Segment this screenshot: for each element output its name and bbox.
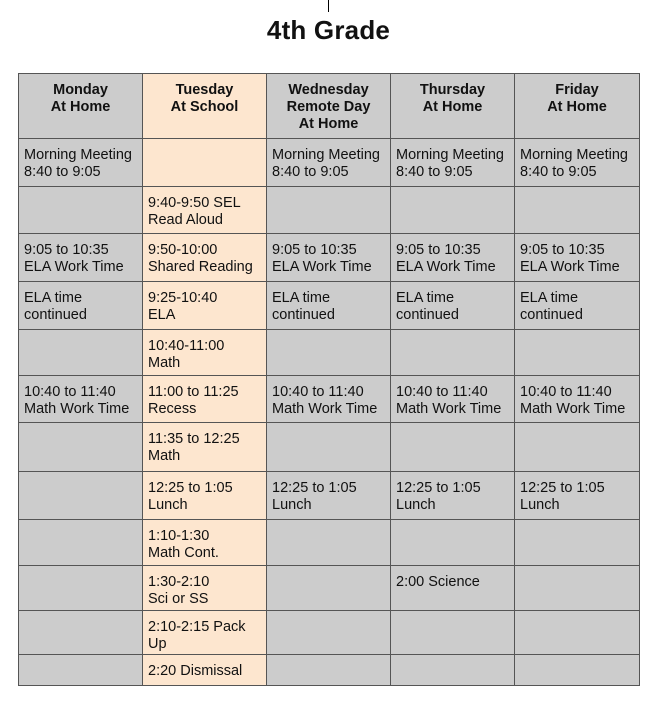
cell-thursday — [391, 139, 515, 187]
table-row — [19, 187, 640, 234]
cell-text: 1:30-2:10 Sci or SS — [148, 574, 210, 607]
cell-friday — [515, 423, 640, 472]
cell-thursday — [391, 655, 515, 686]
header-friday: Friday At Home — [515, 74, 640, 139]
table-row — [19, 282, 640, 330]
header-monday: Monday At Home — [19, 74, 143, 139]
header-wednesday: Wednesday Remote Day At Home — [267, 74, 391, 139]
schedule-table — [18, 73, 640, 686]
cell-text: ELA time continued — [520, 290, 583, 323]
cell-monday — [19, 520, 143, 566]
table-row — [19, 423, 640, 472]
cell-friday — [515, 566, 640, 611]
table-row — [19, 139, 640, 187]
cell-friday — [515, 187, 640, 234]
cell-text: 2:00 Science — [396, 574, 480, 590]
cell-friday — [515, 376, 640, 423]
top-divider-line — [328, 0, 329, 12]
cell-text: 9:50-10:00 Shared Reading — [148, 242, 253, 275]
cell-wednesday — [267, 234, 391, 282]
cell-tuesday — [143, 330, 267, 376]
cell-thursday — [391, 566, 515, 611]
cell-text: 9:05 to 10:35 ELA Work Time — [520, 242, 620, 275]
cell-wednesday — [267, 520, 391, 566]
header-tuesday: Tuesday At School — [143, 74, 267, 139]
table-row — [19, 611, 640, 655]
cell-monday — [19, 282, 143, 330]
cell-thursday — [391, 234, 515, 282]
cell-text: 9:40-9:50 SEL Read Aloud — [148, 195, 241, 228]
cell-text: Morning Meeting 8:40 to 9:05 — [24, 147, 132, 180]
cell-text: 10:40 to 11:40 Math Work Time — [520, 384, 626, 417]
cell-text: 10:40 to 11:40 Math Work Time — [272, 384, 378, 417]
cell-text: 9:05 to 10:35 ELA Work Time — [396, 242, 496, 275]
cell-friday — [515, 282, 640, 330]
cell-text: 1:10-1:30 Math Cont. — [148, 528, 219, 561]
cell-monday — [19, 187, 143, 234]
table-row — [19, 376, 640, 423]
cell-thursday — [391, 520, 515, 566]
cell-thursday — [391, 187, 515, 234]
cell-monday — [19, 472, 143, 520]
cell-thursday — [391, 423, 515, 472]
cell-tuesday — [143, 187, 267, 234]
cell-text: Morning Meeting 8:40 to 9:05 — [272, 147, 380, 180]
cell-tuesday — [143, 655, 267, 686]
cell-monday — [19, 655, 143, 686]
cell-friday — [515, 234, 640, 282]
cell-monday — [19, 611, 143, 655]
cell-text: ELA time continued — [396, 290, 459, 323]
cell-tuesday — [143, 423, 267, 472]
cell-friday — [515, 139, 640, 187]
cell-text: 12:25 to 1:05 Lunch — [272, 480, 357, 513]
table-row — [19, 566, 640, 611]
cell-text: 10:40 to 11:40 Math Work Time — [24, 384, 130, 417]
cell-tuesday — [143, 520, 267, 566]
table-row — [19, 234, 640, 282]
cell-wednesday — [267, 423, 391, 472]
cell-friday — [515, 330, 640, 376]
cell-text: 10:40 to 11:40 Math Work Time — [396, 384, 502, 417]
cell-monday — [19, 423, 143, 472]
cell-tuesday — [143, 376, 267, 423]
cell-wednesday — [267, 611, 391, 655]
cell-tuesday — [143, 472, 267, 520]
cell-thursday — [391, 376, 515, 423]
cell-friday — [515, 472, 640, 520]
cell-text: ELA time continued — [272, 290, 335, 323]
cell-text: Morning Meeting 8:40 to 9:05 — [520, 147, 628, 180]
cell-tuesday — [143, 139, 267, 187]
cell-text: Morning Meeting 8:40 to 9:05 — [396, 147, 504, 180]
cell-friday — [515, 655, 640, 686]
cell-wednesday — [267, 282, 391, 330]
cell-wednesday — [267, 330, 391, 376]
header-thursday: Thursday At Home — [391, 74, 515, 139]
cell-wednesday — [267, 139, 391, 187]
cell-thursday — [391, 282, 515, 330]
cell-tuesday — [143, 234, 267, 282]
cell-wednesday — [267, 376, 391, 423]
cell-tuesday — [143, 282, 267, 330]
cell-monday — [19, 566, 143, 611]
table-row — [19, 655, 640, 686]
cell-monday — [19, 330, 143, 376]
cell-text: 9:05 to 10:35 ELA Work Time — [24, 242, 124, 275]
table-row — [19, 472, 640, 520]
cell-text: 2:10-2:15 Pack Up — [148, 619, 246, 652]
cell-wednesday — [267, 566, 391, 611]
table-row — [19, 330, 640, 376]
cell-wednesday — [267, 472, 391, 520]
cell-thursday — [391, 611, 515, 655]
cell-monday — [19, 234, 143, 282]
cell-text: 11:00 to 11:25 Recess — [148, 384, 239, 417]
cell-text: 12:25 to 1:05 Lunch — [148, 480, 233, 513]
cell-text: 10:40-11:00 Math — [148, 338, 225, 371]
cell-friday — [515, 611, 640, 655]
cell-tuesday — [143, 611, 267, 655]
cell-text: 12:25 to 1:05 Lunch — [520, 480, 605, 513]
cell-text: 12:25 to 1:05 Lunch — [396, 480, 481, 513]
cell-text: 2:20 Dismissal — [148, 663, 243, 679]
cell-wednesday — [267, 655, 391, 686]
table-row — [19, 520, 640, 566]
cell-monday — [19, 376, 143, 423]
cell-text: 9:05 to 10:35 ELA Work Time — [272, 242, 372, 275]
cell-thursday — [391, 330, 515, 376]
cell-text: 11:35 to 12:25 Math — [148, 431, 240, 464]
cell-tuesday — [143, 566, 267, 611]
cell-friday — [515, 520, 640, 566]
cell-text: ELA time continued — [24, 290, 87, 323]
header-row — [19, 74, 640, 139]
cell-wednesday — [267, 187, 391, 234]
cell-monday — [19, 139, 143, 187]
cell-text: 9:25-10:40 ELA — [148, 290, 218, 323]
page-title: 4th Grade — [266, 15, 391, 45]
cell-thursday — [391, 472, 515, 520]
